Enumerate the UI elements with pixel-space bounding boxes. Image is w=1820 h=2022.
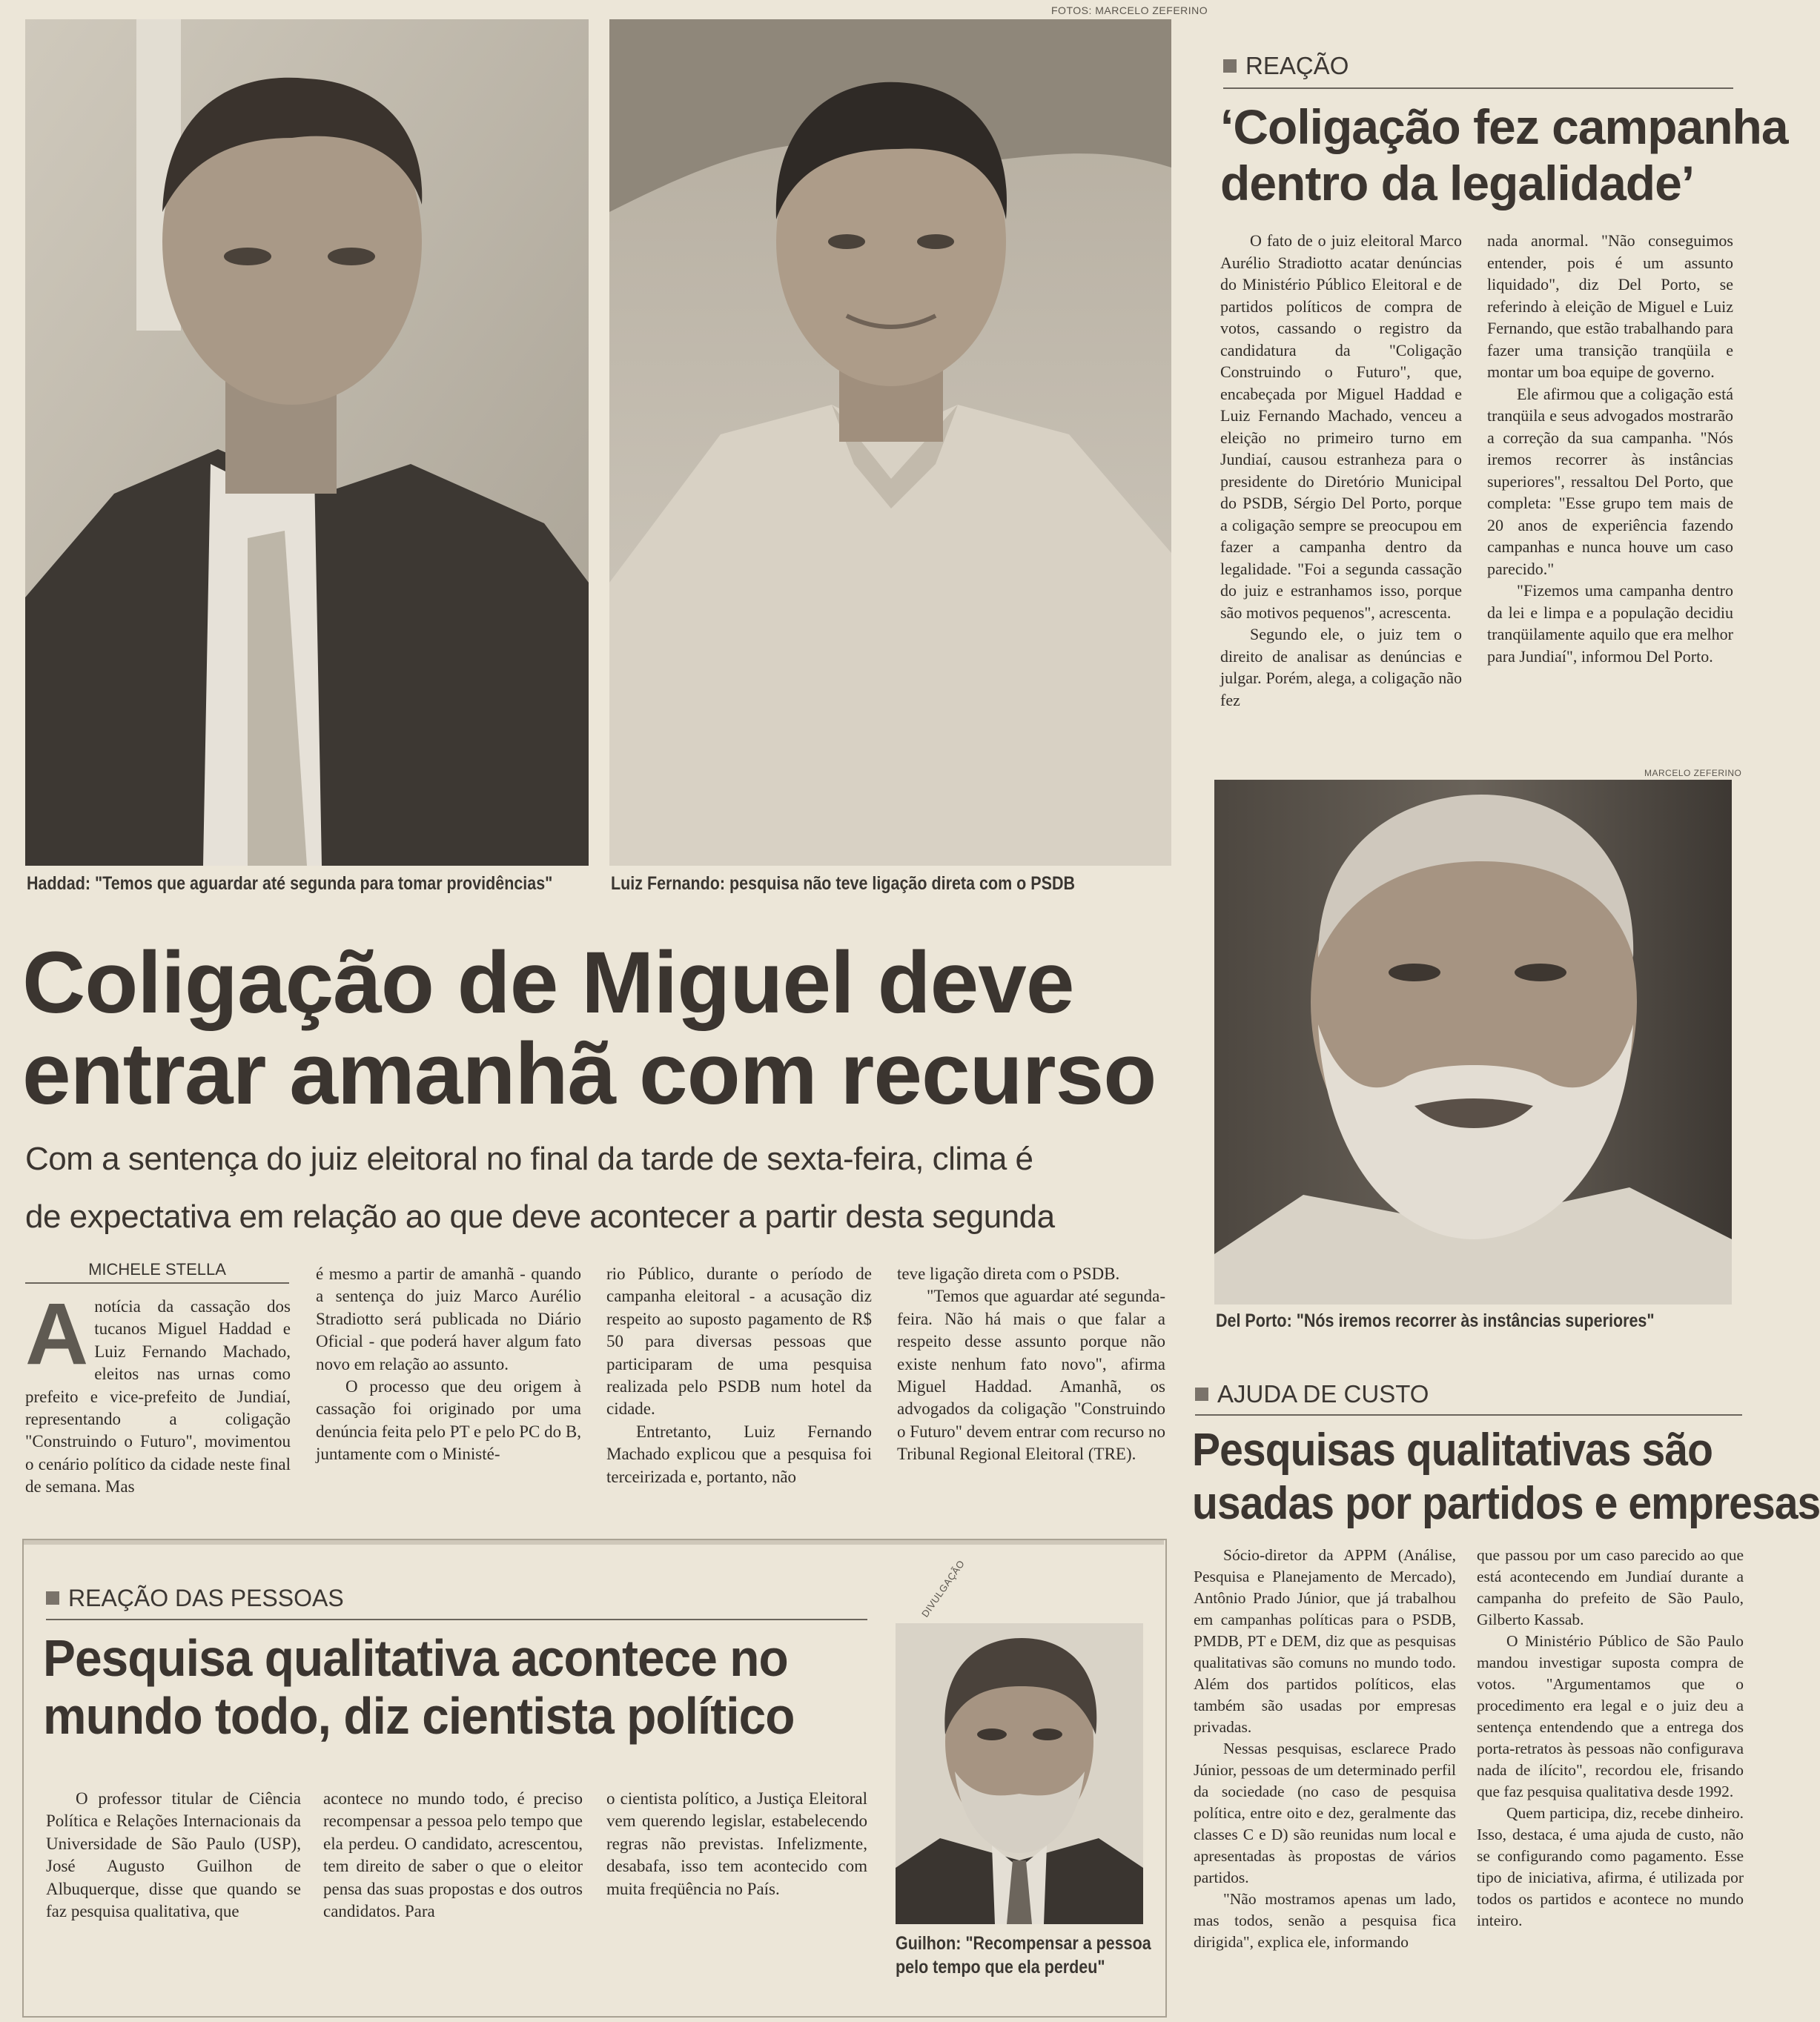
caption-guilhon-line1: Guilhon: "Recompensar a pessoa bbox=[896, 1933, 1151, 1954]
ajuda-col-1: Sócio-diretor da APPM (Análise, Pesquisa e Planejamento de Mercado), Antônio Prado Júnior, que já trabalhou em campanhas políticas para o PSDB, PMDB, PT e DEM, diz que as pesquisas qualitativas são comuns no mundo todo. Além dos partidos políticos, elas também são usadas por empresas privadas. Nessas pesquisas, esclarece Prado Júnior, pessoas de um determinado perfil da sociedade (no caso de pesquisa política, entre oito e dez, geralmente das classes C e D) são reunidas num local e apresentadas às propostas de vários partidos. "Não mostramos apenas um lado, mas todos, senão a pesquisa fica dirigida", explica ele, informando bbox=[1194, 1546, 1456, 1951]
main-col-3: rio Público, durante o período de campanha eleitoral - a acusação diz respeito ao suposto pagamento de R$ 50 para diversas pessoas que participaram de uma pesquisa realizada pelo PSDB num hotel da cidade. Entretanto, Luiz Fernando Machado explicou que a pesquisa foi terceirizada e, portanto, não bbox=[606, 1264, 872, 1486]
photo-guilhon bbox=[896, 1623, 1143, 1924]
main-col-2: é mesmo a partir de amanhã - quando a sentença do juiz Marco Aurélio Stradiotto será publicada no Diário Oficial - que poderá haver algum fato novo em relação ao assunto. O processo que deu origem à cassação foi originado por uma denúncia feita pelo PT e pelo PC do B, juntamente com o Ministé- bbox=[316, 1264, 581, 1464]
main-col-4: teve ligação direta com o PSDB. "Temos que aguardar até segunda-feira. Não há mais o que falar a respeito desse assunto porque não existe nenhum fato novo", afirma Miguel Haddad. Amanhã, os advogados da coligação "Construindo o Futuro" devem entrar com recurso no Tribunal Regional Eleitoral (TRE). bbox=[897, 1264, 1165, 1464]
section-square-icon bbox=[1195, 1388, 1208, 1401]
photo-haddad bbox=[25, 19, 589, 866]
ajuda-headline-line1: Pesquisas qualitativas são bbox=[1192, 1425, 1713, 1476]
pessoas-headline-line1: Pesquisa qualitativa acontece no bbox=[43, 1629, 788, 1687]
section-square-icon bbox=[46, 1591, 59, 1605]
photo-del-porto bbox=[1214, 780, 1732, 1305]
photo-luiz-fernando bbox=[609, 19, 1171, 866]
pessoas-rule bbox=[46, 1619, 867, 1620]
reacao-headline-line2: dentro da legalidade’ bbox=[1220, 156, 1695, 211]
byline: MICHELE STELLA bbox=[88, 1260, 226, 1279]
main-headline-line1: Coligação de Miguel deve bbox=[22, 934, 1074, 1032]
section-label-pessoas: REAÇÃO DAS PESSOAS bbox=[46, 1585, 344, 1612]
ajuda-col-2: que passou por um caso parecido ao que está acontecendo em Jundiaí durante a campanha do prefeito de São Paulo, Gilberto Kassab. O Ministério Público de São Paulo mandou investigar suposta compra de votos. "Argumentamos que o procedimento era legal e o juiz deu a sentença entendendo que a entrega dos porta-retratos às pessoas não configurava nada de ilícito", recordou ele, frisando que faz pesquisa qualitativa desde 1992. Quem participa, diz, recebe dinheiro. Isso, destaca, é uma ajuda de custo, não se configurando como pagamento. Esse tipo de iniciativa, afirma, é utilizada por todos os partidos e acontece no mundo inteiro. bbox=[1477, 1546, 1744, 1929]
caption-del-porto: Del Porto: "Nós iremos recorrer às instâncias superiores" bbox=[1216, 1310, 1655, 1331]
byline-rule bbox=[25, 1282, 289, 1284]
ajuda-headline-line2: usadas por partidos e empresas bbox=[1192, 1478, 1820, 1529]
section-square-icon bbox=[1223, 59, 1237, 73]
ajuda-rule bbox=[1195, 1414, 1742, 1416]
photo-credit-top: FOTOS: MARCELO ZEFERINO bbox=[1051, 4, 1208, 16]
main-subhead-line1: Com a sentença do juiz eleitoral no final da tarde de sexta-feira, clima é bbox=[25, 1141, 1033, 1177]
caption-guilhon-line2: pelo tempo que ela perdeu" bbox=[896, 1957, 1105, 1978]
pessoas-headline-line2: mundo todo, diz cientista político bbox=[43, 1687, 795, 1745]
reacao-col-2: nada anormal. "Não conseguimos entender, pois é um assunto liquidado", diz Del Porto, se referindo à eleição de Miguel e Luiz Fernando, que estão trabalhando para fazer uma transição tranqüila e montar um boa equipe de governo. Ele afirmou que a coligação está tranqüila e seus advogados mostrarão a correção da sua campanha. "Nós iremos recorrer às instâncias superiores", ressaltou Del Porto, que completa: "Esse grupo tem mais de 20 anos de experiência fazendo campanhas e nunca houve um caso parecido." "Fizemos uma campanha dentro da lei e limpa e a população decidiu tranqüilamente aquilo que era melhor para Jundiaí", informou Del Porto. bbox=[1487, 231, 1733, 666]
main-subhead-line2: de expectativa em relação ao que deve acontecer a partir desta segunda bbox=[25, 1199, 1055, 1235]
photo-credit-guilhon: DIVULGAÇÃO bbox=[919, 1558, 967, 1620]
dropcap: A bbox=[25, 1285, 89, 1383]
pessoas-col-3: o cientista político, a Justiça Eleitoral vem querendo legislar, estabelecendo regras não previstas. Infelizmente, desabafa, isso tem acontecido com muita freqüência no País. bbox=[606, 1789, 867, 1898]
section-label-reacao: REAÇÃO bbox=[1223, 52, 1349, 80]
pessoas-col-1: O professor titular de Ciência Política e Relações Internacionais da Universidade de São Paulo (USP), José Augusto Guilhon de Albuquerque, disse que quando se faz pesquisa qualitativa, que bbox=[46, 1789, 301, 1921]
main-col-1: A notícia da cassação dos tucanos Miguel Haddad e Luiz Fernando Machado, eleitos nas urnas como prefeito e vice-prefeito de Jundiaí, representando a coligação "Construindo o Futuro", movimentou o cenário político da cidade neste final de semana. Mas bbox=[25, 1285, 291, 1496]
reacao-rule bbox=[1223, 87, 1733, 89]
main-headline-line2: entrar amanhã com recurso bbox=[22, 1025, 1156, 1123]
photo-credit-delporto: MARCELO ZEFERINO bbox=[1644, 768, 1742, 778]
caption-haddad: Haddad: "Temos que aguardar até segunda para tomar providências" bbox=[27, 873, 553, 894]
reacao-col-1: O fato de o juiz eleitoral Marco Aurélio Stradiotto acatar denúncias do Ministério Público Eleitoral e de partidos políticos de compra de votos, cassando o registro da candidatura da "Coligação Construindo o Futuro", que, encabeçada por Miguel Haddad e Luiz Fernando Machado, venceu a eleição no primeiro turno em Jundiaí, causou estranheza para o presidente do Diretório Municipal do PSDB, Sérgio Del Porto, porque a coligação sempre se preocupou em fazer a campanha dentro da legalidade. "Foi a segunda cassação do juiz e estranhamos isso, porque são motivos pequenos", acrescenta. Segundo ele, o juiz tem o direito de analisar as denúncias e julgar. Porém, alega, a coligação não fez bbox=[1220, 231, 1462, 709]
pessoas-col-2: acontece no mundo todo, é preciso recompensar a pessoa pelo tempo que ela perdeu. O candidato, acrescentou, tem direito de saber o que o eleitor pensa das suas propostas e dos outros candidatos. Para bbox=[323, 1789, 583, 1921]
section-label-ajuda: AJUDA DE CUSTO bbox=[1195, 1380, 1429, 1408]
reacao-headline-line1: ‘Coligação fez campanha bbox=[1220, 99, 1788, 154]
caption-luiz-fernando: Luiz Fernando: pesquisa não teve ligação direta com o PSDB bbox=[611, 873, 1076, 894]
